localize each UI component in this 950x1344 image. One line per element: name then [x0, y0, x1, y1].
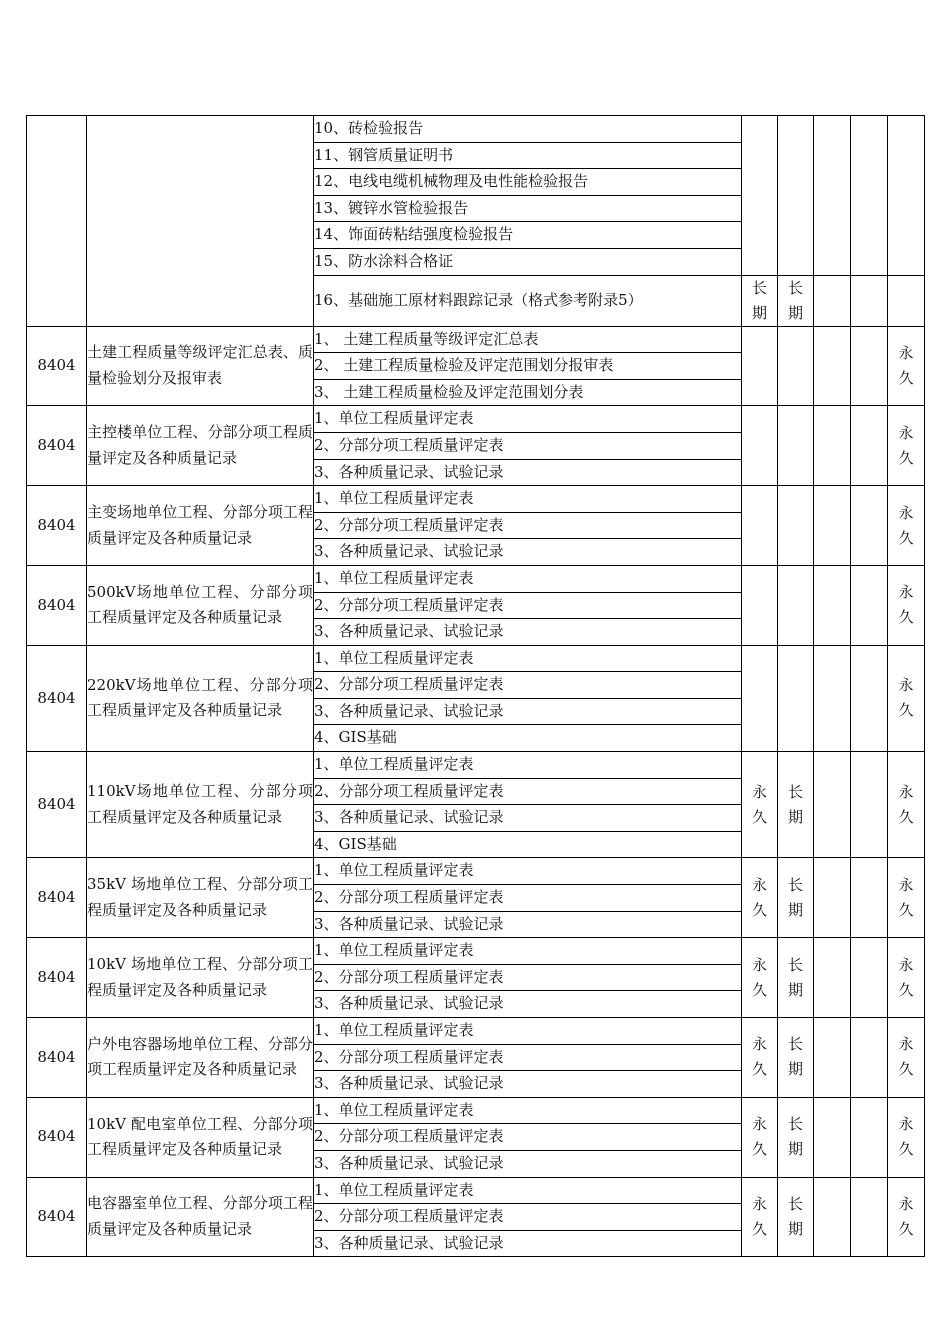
- retention: [888, 116, 925, 276]
- file-title: 110kV场地单位工程、分部分项工程质量评定及各种质量记录: [87, 752, 314, 858]
- period-1: [742, 116, 778, 276]
- period-1: 长 期: [742, 275, 778, 326]
- period-3: [814, 858, 851, 938]
- period-2: 长 期: [778, 1018, 814, 1098]
- list-item: 1、单位工程质量评定表: [314, 938, 742, 965]
- period-2: 长 期: [778, 752, 814, 858]
- retention: [888, 275, 925, 326]
- period-4: [851, 858, 888, 938]
- period-4: [851, 645, 888, 751]
- period-3: [814, 1177, 851, 1257]
- period-4: [851, 938, 888, 1018]
- period-2: 长 期: [778, 858, 814, 938]
- file-code: 8404: [27, 1097, 87, 1177]
- list-item: 2、分部分项工程质量评定表: [314, 885, 742, 912]
- period-2: 长 期: [778, 275, 814, 326]
- list-item: 3、各种质量记录、试验记录: [314, 991, 742, 1018]
- period-1: 永 久: [742, 1177, 778, 1257]
- period-4: [851, 1177, 888, 1257]
- file-title: 土建工程质量等级评定汇总表、质量检验划分及报审表: [87, 326, 314, 406]
- period-1: 永 久: [742, 752, 778, 858]
- period-2: 长 期: [778, 1177, 814, 1257]
- file-code: 8404: [27, 938, 87, 1018]
- period-4: [851, 1097, 888, 1177]
- file-code: 8404: [27, 486, 87, 566]
- period-3: [814, 752, 851, 858]
- retention-period: 永 久: [888, 938, 925, 1018]
- file-code: 8404: [27, 406, 87, 486]
- list-item: 2、分部分项工程质量评定表: [314, 778, 742, 805]
- list-item: 2、分部分项工程质量评定表: [314, 512, 742, 539]
- list-item: 1、单位工程质量评定表: [314, 1018, 742, 1045]
- file-title: 户外电容器场地单位工程、分部分项工程质量评定及各种质量记录: [87, 1018, 314, 1098]
- file-code: 8404: [27, 326, 87, 406]
- retention-period: 永 久: [888, 326, 925, 406]
- list-item: 13、镀锌水管检验报告: [314, 195, 742, 222]
- list-item: 3、各种质量记录、试验记录: [314, 911, 742, 938]
- list-item: 1、单位工程质量评定表: [314, 486, 742, 513]
- retention-period: 永 久: [888, 858, 925, 938]
- table-row: [27, 116, 925, 143]
- period-4: [851, 486, 888, 566]
- file-code: 8404: [27, 1177, 87, 1257]
- list-item: 3、各种质量记录、试验记录: [314, 1230, 742, 1257]
- list-item: 2、分部分项工程质量评定表: [314, 964, 742, 991]
- file-code: 8404: [27, 858, 87, 938]
- table-row: [27, 406, 925, 433]
- period-2: [778, 565, 814, 645]
- file-title: 220kV场地单位工程、分部分项工程质量评定及各种质量记录: [87, 645, 314, 751]
- table-row: [27, 1097, 925, 1124]
- period-3: [814, 1097, 851, 1177]
- period-4: [851, 116, 888, 276]
- table-row: [27, 326, 925, 353]
- list-item: 14、饰面砖粘结强度检验报告: [314, 222, 742, 249]
- file-title: 电容器室单位工程、分部分项工程质量评定及各种质量记录: [87, 1177, 314, 1257]
- period-2: [778, 406, 814, 486]
- period-4: [851, 275, 888, 326]
- period-4: [851, 326, 888, 406]
- period-1: [742, 406, 778, 486]
- list-item: 1、单位工程质量评定表: [314, 406, 742, 433]
- archive-table: [26, 115, 925, 1257]
- period-1: 永 久: [742, 1018, 778, 1098]
- list-item: 15、防水涂料合格证: [314, 248, 742, 275]
- period-3: [814, 406, 851, 486]
- file-code: [27, 116, 87, 327]
- list-item: 12、电线电缆机械物理及电性能检验报告: [314, 169, 742, 196]
- retention-period: 永 久: [888, 752, 925, 858]
- period-3: [814, 275, 851, 326]
- period-1: 永 久: [742, 1097, 778, 1177]
- file-title: 35kV 场地单位工程、分部分项工程质量评定及各种质量记录: [87, 858, 314, 938]
- list-item: 3、各种质量记录、试验记录: [314, 805, 742, 832]
- period-1: 永 久: [742, 938, 778, 1018]
- period-1: [742, 645, 778, 751]
- file-title: [87, 116, 314, 327]
- period-2: [778, 486, 814, 566]
- table-row: [27, 858, 925, 885]
- list-item: 1、单位工程质量评定表: [314, 752, 742, 779]
- period-3: [814, 116, 851, 276]
- period-3: [814, 1018, 851, 1098]
- file-code: 8404: [27, 645, 87, 751]
- list-item: 3、各种质量记录、试验记录: [314, 539, 742, 566]
- archive-table-body: [27, 116, 925, 1257]
- period-4: [851, 1018, 888, 1098]
- list-item: 1、单位工程质量评定表: [314, 1177, 742, 1204]
- list-item: 11、钢管质量证明书: [314, 142, 742, 169]
- list-item: 2、分部分项工程质量评定表: [314, 672, 742, 699]
- list-item: 3、各种质量记录、试验记录: [314, 698, 742, 725]
- list-item: 1、单位工程质量评定表: [314, 858, 742, 885]
- period-2: [778, 645, 814, 751]
- period-1: [742, 326, 778, 406]
- list-item: 2、分部分项工程质量评定表: [314, 1204, 742, 1231]
- file-title: 10kV 场地单位工程、分部分项工程质量评定及各种质量记录: [87, 938, 314, 1018]
- list-item: 3、各种质量记录、试验记录: [314, 619, 742, 646]
- list-item: 4、GIS基础: [314, 831, 742, 858]
- period-1: 永 久: [742, 858, 778, 938]
- list-item: 10、砖检验报告: [314, 116, 742, 143]
- file-title: 主变场地单位工程、分部分项工程质量评定及各种质量记录: [87, 486, 314, 566]
- list-item: 1、单位工程质量评定表: [314, 645, 742, 672]
- list-item: 2、分部分项工程质量评定表: [314, 592, 742, 619]
- table-row: [27, 645, 925, 672]
- table-row: [27, 1177, 925, 1204]
- list-item: 3、各种质量记录、试验记录: [314, 459, 742, 486]
- table-row: [27, 486, 925, 513]
- list-item: 1、单位工程质量评定表: [314, 565, 742, 592]
- period-4: [851, 565, 888, 645]
- period-2: 长 期: [778, 938, 814, 1018]
- file-code: 8404: [27, 565, 87, 645]
- period-4: [851, 752, 888, 858]
- retention-period: 永 久: [888, 1097, 925, 1177]
- period-3: [814, 565, 851, 645]
- list-item: 2、分部分项工程质量评定表: [314, 1124, 742, 1151]
- period-3: [814, 486, 851, 566]
- list-item: 4、GIS基础: [314, 725, 742, 752]
- period-3: [814, 326, 851, 406]
- period-1: [742, 486, 778, 566]
- table-row: [27, 938, 925, 965]
- list-item: 2、分部分项工程质量评定表: [314, 1044, 742, 1071]
- list-item: 3、各种质量记录、试验记录: [314, 1150, 742, 1177]
- period-2: 长 期: [778, 1097, 814, 1177]
- table-row: [27, 752, 925, 779]
- list-item: 2、分部分项工程质量评定表: [314, 432, 742, 459]
- list-item: 1、单位工程质量评定表: [314, 1097, 742, 1124]
- retention-period: 永 久: [888, 1018, 925, 1098]
- file-code: 8404: [27, 1018, 87, 1098]
- table-row: [27, 1018, 925, 1045]
- period-3: [814, 645, 851, 751]
- list-item: 2、 土建工程质量检验及评定范围划分报审表: [314, 353, 742, 380]
- table-row: [27, 565, 925, 592]
- list-item: 16、基础施工原材料跟踪记录（格式参考附录5）: [314, 275, 742, 326]
- list-item: 3、 土建工程质量检验及评定范围划分表: [314, 379, 742, 406]
- retention-period: 永 久: [888, 406, 925, 486]
- file-code: 8404: [27, 752, 87, 858]
- retention-period: 永 久: [888, 645, 925, 751]
- period-4: [851, 406, 888, 486]
- period-2: [778, 326, 814, 406]
- retention-period: 永 久: [888, 1177, 925, 1257]
- file-title: 500kV场地单位工程、分部分项工程质量评定及各种质量记录: [87, 565, 314, 645]
- period-1: [742, 565, 778, 645]
- period-2: [778, 116, 814, 276]
- period-3: [814, 938, 851, 1018]
- file-title: 主控楼单位工程、分部分项工程质量评定及各种质量记录: [87, 406, 314, 486]
- list-item: 1、 土建工程质量等级评定汇总表: [314, 326, 742, 353]
- retention-period: 永 久: [888, 486, 925, 566]
- file-title: 10kV 配电室单位工程、分部分项工程质量评定及各种质量记录: [87, 1097, 314, 1177]
- list-item: 3、各种质量记录、试验记录: [314, 1071, 742, 1098]
- retention-period: 永 久: [888, 565, 925, 645]
